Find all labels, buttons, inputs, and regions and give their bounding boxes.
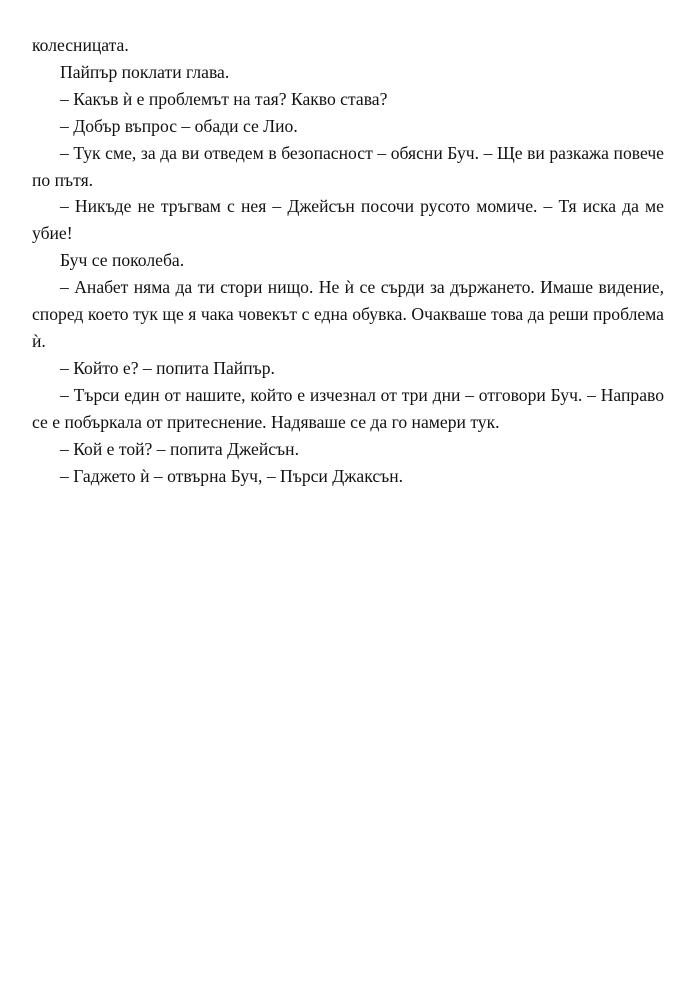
- paragraph: – Търси един от нашите, който е изчезнал от три дни – отговори Буч. – Направо се е побъркала от притеснение. Надяваше се да го намери тук.: [32, 384, 664, 432]
- paragraph: – Гаджето ѝ – отвърна Буч, – Пърси Джаксън.: [60, 465, 404, 486]
- paragraph: – Тук сме, за да ви отведем в безопасност – обясни Буч. – Ще ви разкажа повече по пътя.: [32, 142, 664, 190]
- paragraph: – Който е? – попита Пайпър.: [60, 357, 275, 378]
- paragraph: – Анабет няма да ти стори нищо. Не ѝ се сърди за държането. Имаше видение, според което тук ще я чака човекът с една обувка. Очакваше това да реши проблема ѝ.: [32, 277, 664, 351]
- paragraph: Пайпър поклати глава.: [60, 61, 230, 82]
- paragraph: – Добър въпрос – обади се Лио.: [60, 115, 298, 136]
- body-text: [32, 32, 664, 489]
- paragraph: колесницата.: [32, 35, 129, 55]
- paragraph: – Кой е той? – попита Джейсън.: [60, 438, 299, 459]
- paragraph: Буч се поколеба.: [60, 250, 185, 271]
- paragraph: – Никъде не тръгвам с нея – Джейсън посочи русото момиче. – Тя иска да ме убие!: [32, 196, 664, 244]
- paragraph: – Какъв ѝ е проблемът на тая? Какво става?: [60, 88, 388, 109]
